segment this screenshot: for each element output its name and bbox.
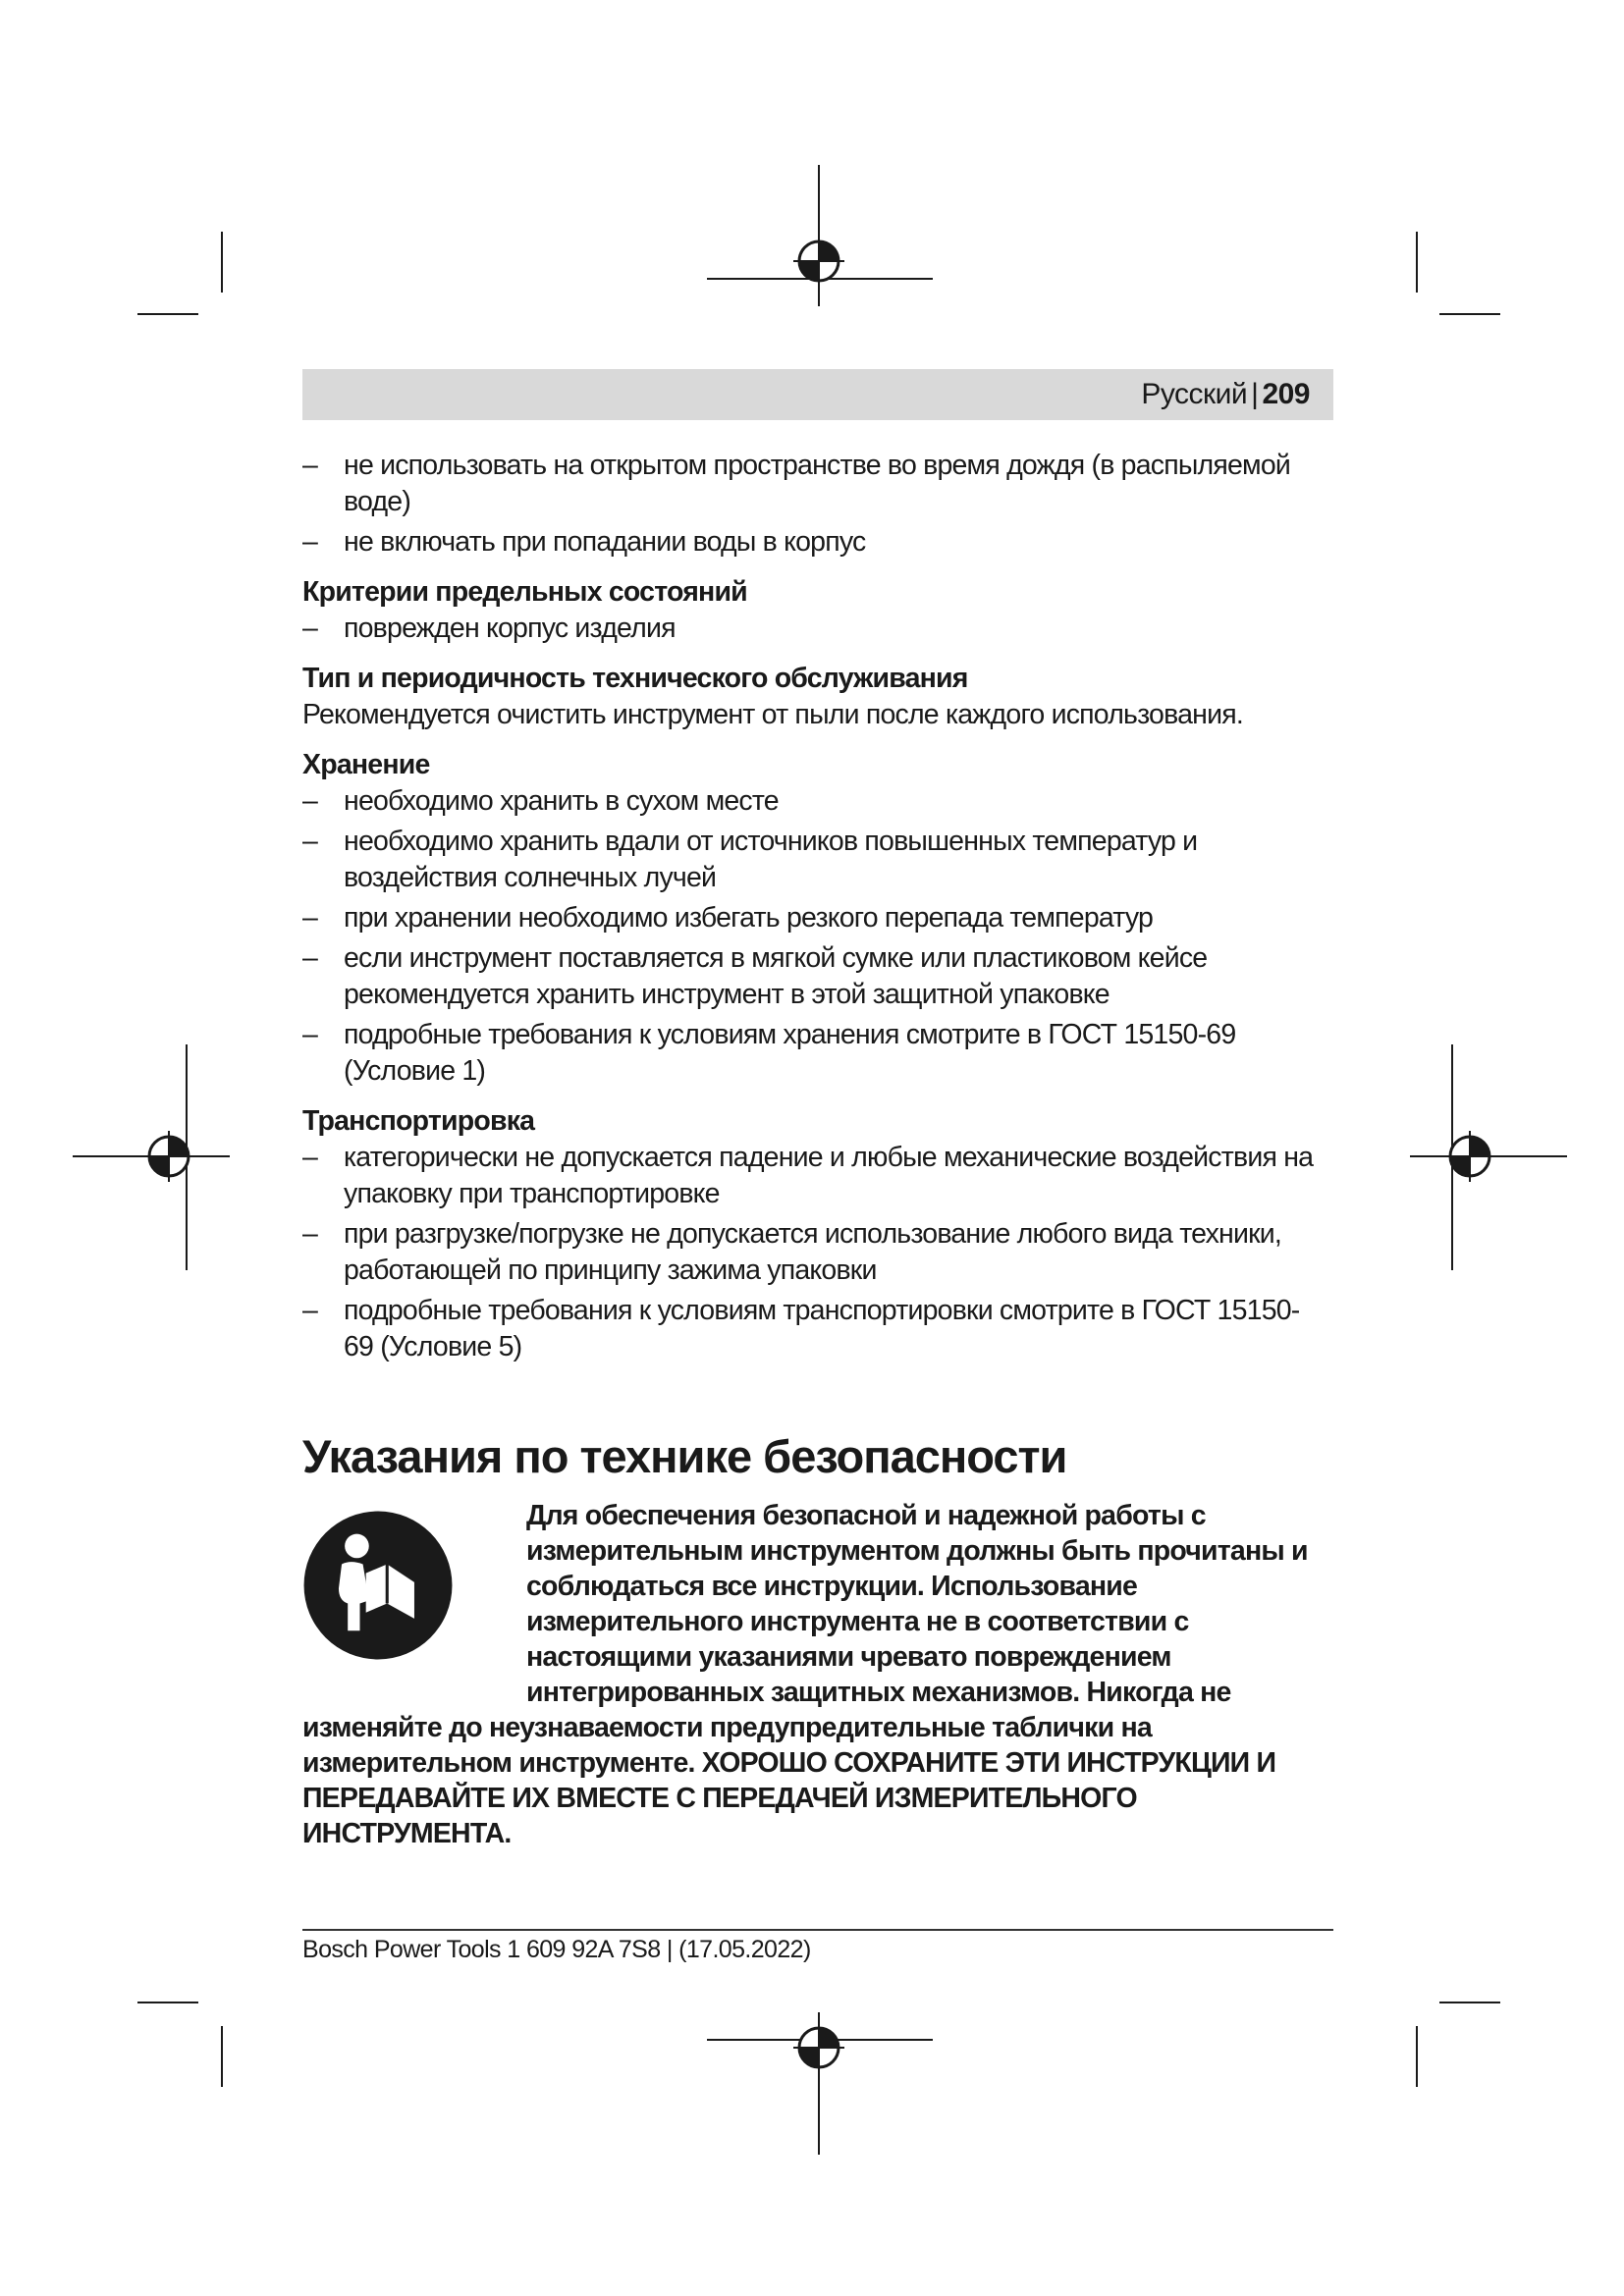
- maintenance-section: [302, 661, 1316, 733]
- maintenance-text: Рекомендуется очистить инструмент от пыли после каждого использования.: [302, 699, 1243, 730]
- icon-spacer: [302, 1498, 526, 1690]
- header-language: Русский: [1141, 378, 1248, 410]
- list-item: – подробные требования к условиям хранения смотрите в ГОСТ 15150-69 (Условие 1): [302, 1017, 1316, 1090]
- footer-divider: [302, 1929, 1333, 1931]
- header-text: [1141, 377, 1310, 412]
- header-separator: |: [1251, 378, 1259, 410]
- limit-states-section: [302, 574, 1316, 647]
- storage-section: [302, 747, 1316, 1090]
- safety-title: Указания по технике безопасности: [302, 1430, 1067, 1482]
- list-item: – подробные требования к условиям транспортировки смотрите в ГОСТ 15150-69 (Условие 5): [302, 1293, 1316, 1365]
- list-item: – необходимо хранить в сухом месте: [302, 783, 1316, 820]
- transport-section: [302, 1103, 1316, 1365]
- list-item: – при хранении необходимо избегать резкого перепада температур: [302, 900, 1316, 936]
- list-item: – категорически не допускается падение и любые механические воздействия на упаковку при транспортировке: [302, 1140, 1316, 1212]
- storage-list: [302, 783, 1316, 1090]
- intro-section: [302, 448, 1316, 561]
- list-item: – если инструмент поставляется в мягкой сумке или пластиковом кейсе рекомендуется хранить инструмент в этой защитной упаковке: [302, 940, 1316, 1013]
- section-heading: Критерии предельных состояний: [302, 576, 747, 608]
- list-item: – при разгрузке/погрузке не допускается использование любого вида техники, работающей по принципу зажима упаковки: [302, 1216, 1316, 1289]
- section-heading: Тип и периодичность технического обслуживания: [302, 663, 968, 694]
- list-item: – поврежден корпус изделия: [302, 611, 1316, 647]
- safety-warning: [302, 1498, 1324, 1851]
- page-header: [302, 369, 1333, 420]
- list-item: – необходимо хранить вдали от источников повышенных температур и воздействия солнечных лучей: [302, 824, 1316, 896]
- intro-list: [302, 448, 1316, 561]
- transport-list: [302, 1140, 1316, 1365]
- footer-text: Bosch Power Tools 1 609 92A 7S8 | (17.05.2022): [302, 1936, 811, 1963]
- main-content: [302, 448, 1316, 1379]
- safety-warning-text: Для обеспечения безопасной и надежной работы с измерительным инструментом должны быть прочитаны и соблюдаться все инструкции. Использование измерительного инструмента не в соответствии с настоящими указаниями чревато повреждением интегрированных защитных механизмов. Никогда не изменяйте до неузнаваемости предупредительные таблички на измерительном инструменте. ХОРОШО СОХРАНИТЕ ЭТИ ИНСТРУКЦИИ И ПЕРЕДАВАЙТЕ ИХ ВМЕСТЕ С ПЕРЕДАЧЕЙ ИЗМЕРИТЕЛЬНОГО ИНСТРУМЕНТА.: [302, 1500, 1308, 1849]
- limit-states-list: [302, 611, 1316, 647]
- section-heading: Транспортировка: [302, 1105, 535, 1137]
- list-item: – не включать при попадании воды в корпус: [302, 524, 1316, 561]
- list-item: – не использовать на открытом пространстве во время дождя (в распыляемой воде): [302, 448, 1316, 520]
- page-number: 209: [1262, 378, 1310, 410]
- section-heading: Хранение: [302, 749, 430, 780]
